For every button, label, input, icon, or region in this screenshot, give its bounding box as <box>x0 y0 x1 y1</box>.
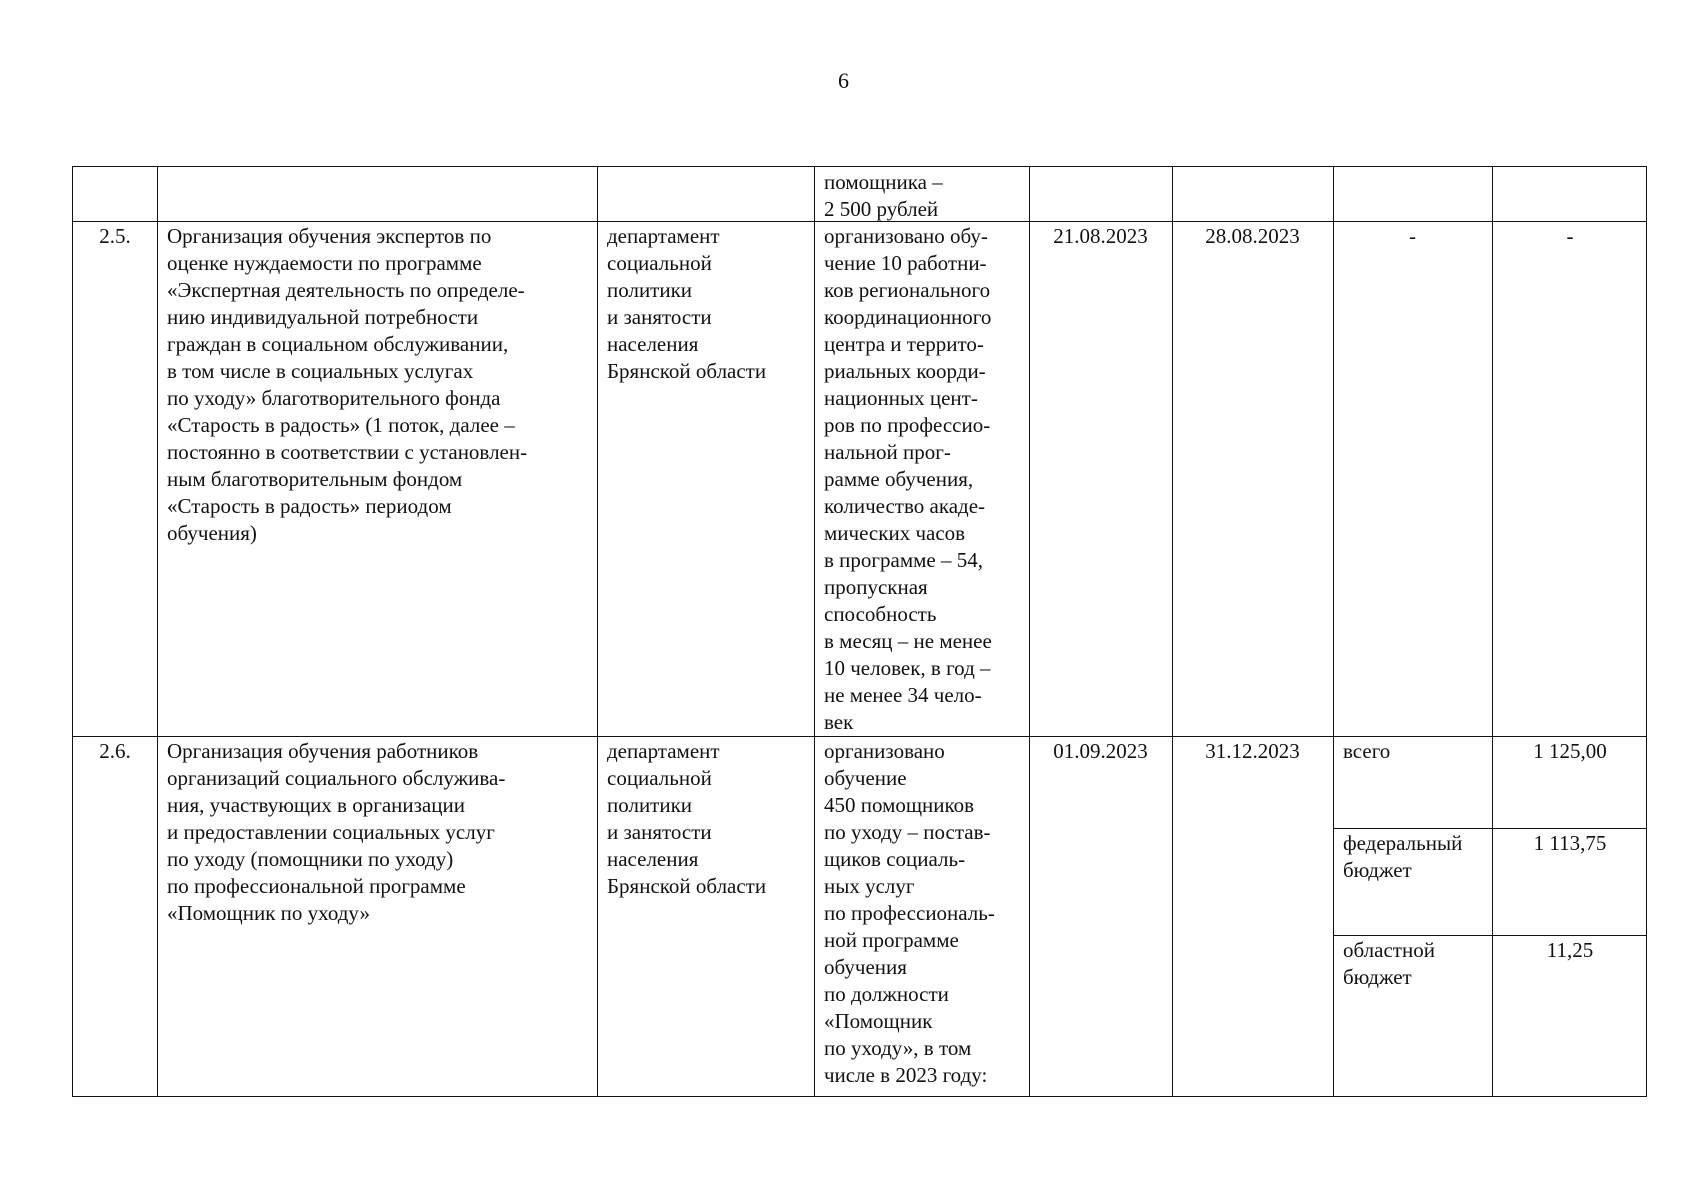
row-0-result: помощника – 2 500 рублей <box>824 170 943 221</box>
row-2-6-responsible: департамент социальной политики и занятости населения Брянской области <box>607 739 767 898</box>
funding-source-regional: областной бюджет <box>1343 938 1435 989</box>
plan-table <box>72 166 1647 1097</box>
funding-amount-regional: 11,25 <box>1546 938 1594 962</box>
page-number: 6 <box>838 68 849 93</box>
row-2-5-responsible: департамент социальной политики и занятости населения Брянской области <box>607 224 767 383</box>
row-2-6-start-date: 01.09.2023 <box>1053 739 1148 763</box>
row-2-5-activity: Организация обучения экспертов по оценке нуждаемости по программе «Экспертная деятельность по определе- нию индивидуальной потребности граждан в социальном обслуживании, в том числе в социальных услугах по уходу» благотворительного фонда «Старость в радость» (1 поток, далее – постоянно в соответствии с установлен- ным благотворительным фондом «Старость в радость» периодом обучения) <box>167 224 528 545</box>
row-2-6-end-date: 31.12.2023 <box>1205 739 1300 763</box>
row-2-5-end-date: 28.08.2023 <box>1205 224 1300 248</box>
row-2-6-result: организовано обучение 450 помощников по уходу – постав- щиков социаль- ных услуг по профессиональ- ной программе обучения по должности «Помощник по уходу», в том числе в 2023 году: <box>824 739 995 1087</box>
row-2-5-start-date: 21.08.2023 <box>1053 224 1148 248</box>
row-2-5-number: 2.5. <box>99 224 131 248</box>
row-2-5-source: - <box>1409 224 1416 248</box>
funding-amount-total: 1 125,00 <box>1533 739 1607 763</box>
funding-source-total: всего <box>1343 739 1391 763</box>
row-2-5-amount: - <box>1566 224 1574 248</box>
row-2-5-result: организовано обу- чение 10 работни- ков регионального координационного центра и террито- риальных коорди- национных цент- ров по профессио- нальной прог- рамме обучения, количество акаде- мических часов в программе – 54, пропускная способность в месяц – не менее 10 человек, в год – не менее 34 чело- век <box>824 224 992 734</box>
row-2-6-number: 2.6. <box>99 739 131 763</box>
funding-amount-federal: 1 113,75 <box>1533 831 1607 855</box>
row-2-6-activity: Организация обучения работников организаций социального обслужива- ния, участвующих в организации и предоставлении социальных услуг по уходу (помощники по уходу) по профессиональной программе «Помощник по уходу» <box>167 739 506 925</box>
funding-source-federal: федеральный бюджет <box>1343 831 1463 882</box>
